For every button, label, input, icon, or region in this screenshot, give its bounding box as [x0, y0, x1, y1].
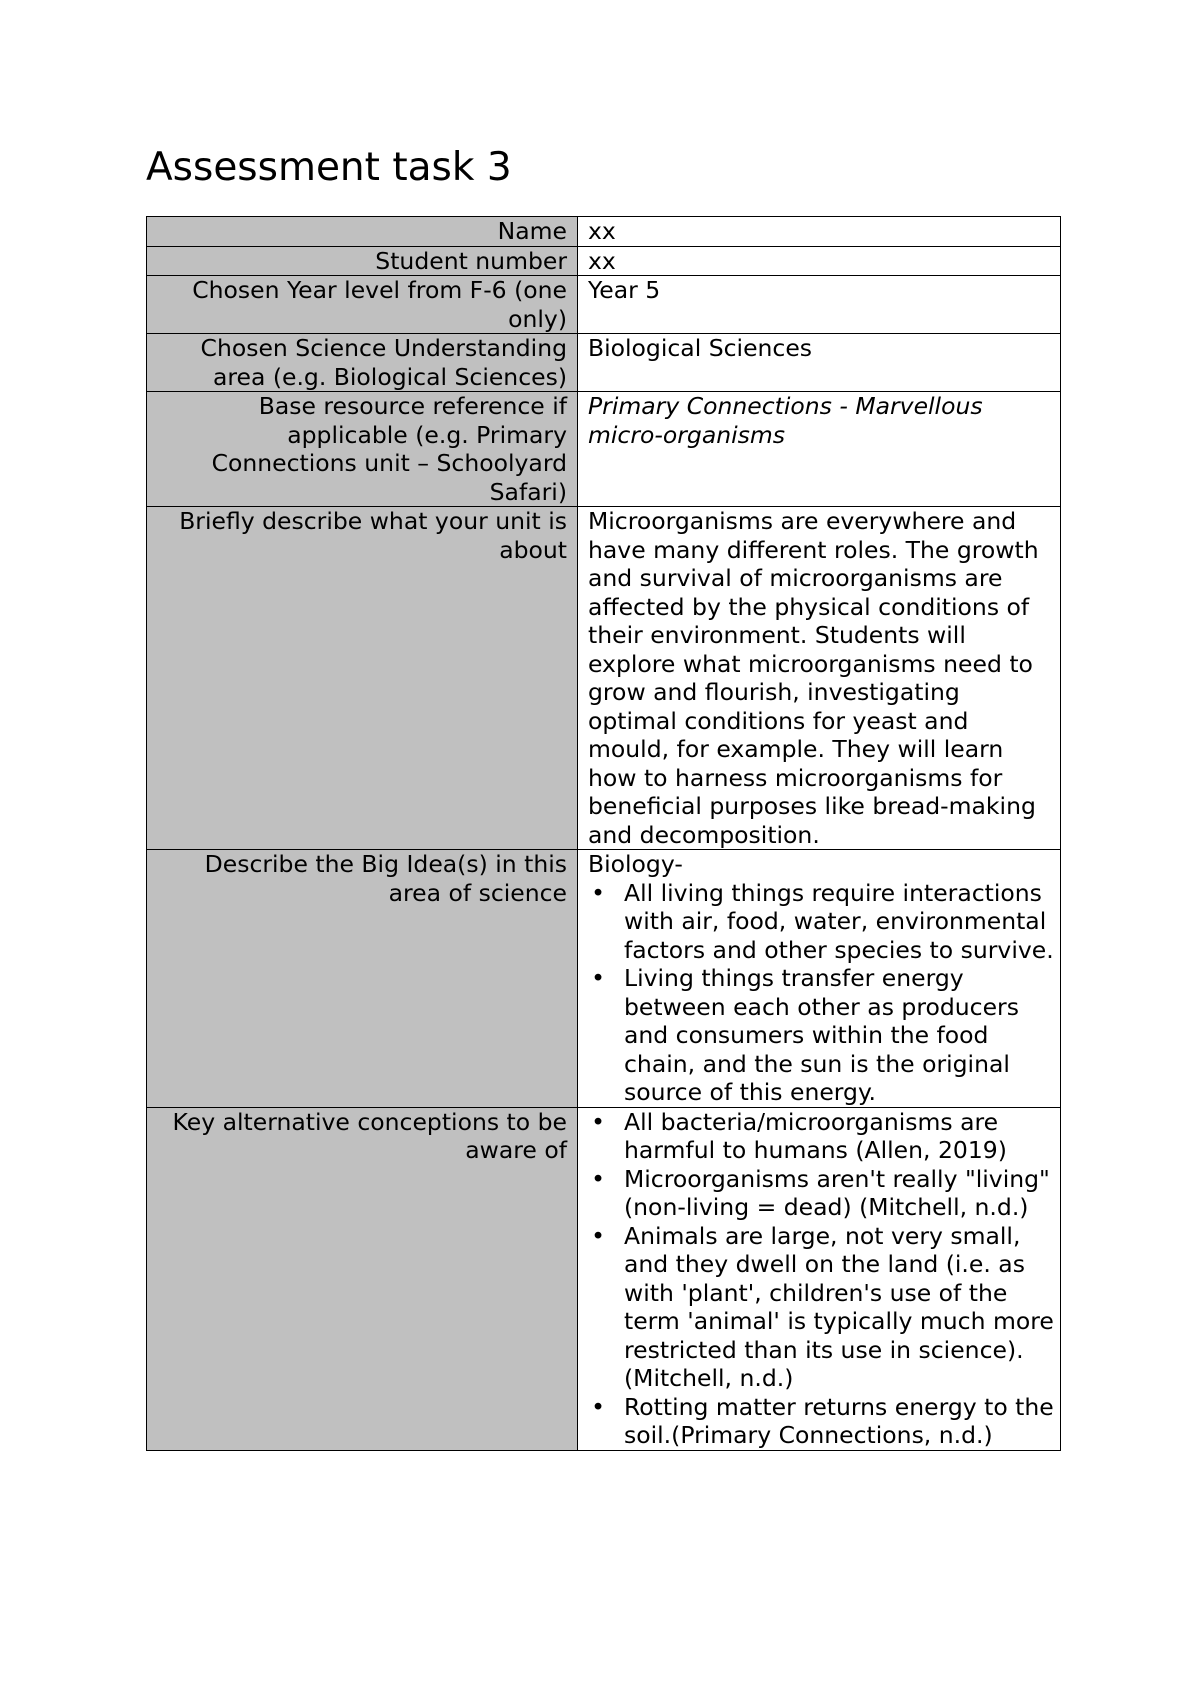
name-value: xx: [578, 217, 1061, 247]
list-item: [588, 1108, 1054, 1165]
row-base-resource: [147, 392, 1061, 507]
bullet-icon: •: [591, 1164, 605, 1193]
row-alternative-conceptions: [147, 1107, 1061, 1450]
student-number-value: xx: [578, 246, 1061, 276]
list-item: [588, 1165, 1054, 1222]
year-level-label: Chosen Year level from F-6 (one only): [147, 276, 578, 334]
list-item-text: Rotting matter returns energy to the soil.(Primary Connections, n.d.): [624, 1392, 1054, 1449]
list-item-text: Animals are large, not very small, and they dwell on the land (i.e. as with 'plant', children's use of the term 'animal' is typically much more restricted than its use in science).(Mitchell, n.d.): [624, 1221, 1054, 1392]
row-student-number: [147, 246, 1061, 276]
document-title: Assessment task 3: [146, 145, 512, 190]
big-ideas-label: Describe the Big Idea(s) in this area of science: [147, 850, 578, 1108]
list-item: [588, 964, 1054, 1107]
science-area-value: Biological Sciences: [578, 334, 1061, 392]
bullet-icon: •: [591, 1221, 605, 1250]
alternative-conceptions-label: Key alternative conceptions to be aware of: [147, 1107, 578, 1450]
big-ideas-value: [578, 850, 1061, 1108]
student-number-label: Student number: [147, 246, 578, 276]
list-item-text: Living things transfer energy between each other as producers and consumers within the food chain, and the sun is the original source of this energy.: [624, 964, 1019, 1106]
assessment-form-table: [146, 216, 1061, 1451]
row-unit-description: [147, 507, 1061, 850]
year-level-value: Year 5: [578, 276, 1061, 334]
bullet-icon: •: [591, 964, 605, 992]
base-resource-label: Base resource reference if applicable (e.g. Primary Connections unit – Schoolyard Safari): [147, 392, 578, 507]
big-ideas-list: [588, 879, 1054, 1107]
science-area-label: Chosen Science Understanding area (e.g. Biological Sciences): [147, 334, 578, 392]
list-item-text: All bacteria/microorganisms are harmful to humans (Allen, 2019): [624, 1107, 1007, 1164]
alternative-conceptions-value: [578, 1107, 1061, 1450]
bullet-icon: •: [591, 878, 605, 907]
alternative-conceptions-list: [588, 1108, 1054, 1450]
bullet-icon: •: [591, 1107, 605, 1136]
big-ideas-intro: Biology-: [588, 850, 683, 878]
list-item: [588, 879, 1054, 965]
row-name: [147, 217, 1061, 247]
bullet-icon: •: [591, 1392, 605, 1421]
list-item-text: All living things require interactions with air, food, water, environmental factors and other species to survive.: [624, 878, 1054, 964]
base-resource-value: Primary Connections - Marvellous micro-organisms: [578, 392, 1061, 507]
unit-description-value: Microorganisms are everywhere and have many different roles. The growth and survival of microorganisms are affected by the physical conditions of their environment. Students will explore what microorganisms need to grow and flourish, investigating optimal conditions for yeast and mould, for example. They will learn how to harness microorganisms for beneficial purposes like bread-making and decomposition.: [578, 507, 1061, 850]
unit-description-label: Briefly describe what your unit is about: [147, 507, 578, 850]
list-item: [588, 1393, 1054, 1450]
name-label: Name: [147, 217, 578, 247]
list-item-text: Microorganisms aren't really "living" (non-living = dead) (Mitchell, n.d.): [624, 1164, 1050, 1221]
row-big-ideas: [147, 850, 1061, 1108]
row-year-level: [147, 276, 1061, 334]
row-science-area: [147, 334, 1061, 392]
list-item: [588, 1222, 1054, 1393]
